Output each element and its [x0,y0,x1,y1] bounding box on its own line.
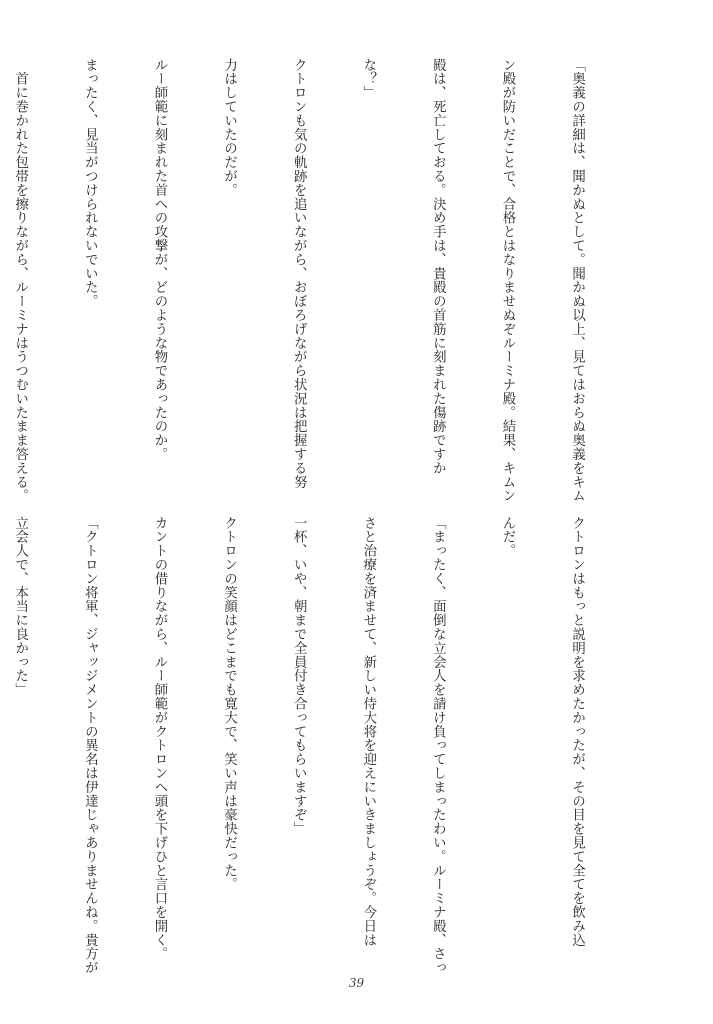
text-line: ン殿が防いだことで、合格とはなりませぬぞルーミナ殿。結果、キムン [499,58,515,503]
text-line: んだ。 [499,516,515,558]
text-line: 一杯、いや、朝まで全員付き合ってもらいますぞ」 [291,516,307,836]
text-line: カントの借りながら、ルー師範がクトロンへ頭を下げひと言口を開く。 [151,516,167,961]
text-line: クトロンも気の軌跡を追いながら、おぼろげながら状況は把握する努 [291,58,307,489]
text-line: ルー師範に刻まれた首への攻撃が、どのような物であったのか。 [151,58,167,462]
text-line: 「奥義の詳細は、聞かぬとして。聞かぬ以上、見てはおらぬ奥義をキム [569,58,585,503]
page-number: 39 [348,976,365,990]
text-line: 力はしていたのだが。 [221,58,237,197]
text-line: 「クトロン将軍、ジャッジメントの異名は伊達じゃありませんね。貴方が [82,516,98,975]
lower-text-block [12,516,635,975]
upper-text-block [12,58,635,503]
text-line: 殿は、死亡しておる。決め手は、貴殿の首筋に刻まれた傷跡ですか [430,58,446,475]
text-line: さと治療を済ませて、新しい侍大将を迎えにいきましょうぞ。今日は [360,516,376,947]
text-line: クトロンの笑顔はどこまでも寛大で、笑い声は豪快だった。 [221,516,237,892]
text-line: 立会人で、本当に良かった」 [12,516,28,697]
text-line: 首に巻かれた包帯を擦りながら、ルーミナはうつむいたまま答える。 [12,58,28,503]
text-line: まったく、見当がつけられないでいた。 [82,58,98,309]
text-line: 「まったく、面倒な立会人を請け負ってしまったわい。ルーミナ殿、さっ [430,516,446,975]
text-line: な？」 [360,58,376,100]
text-line: クトロンはもっと説明を求めたかったが、その目を見て全てを飲み込 [569,516,585,947]
